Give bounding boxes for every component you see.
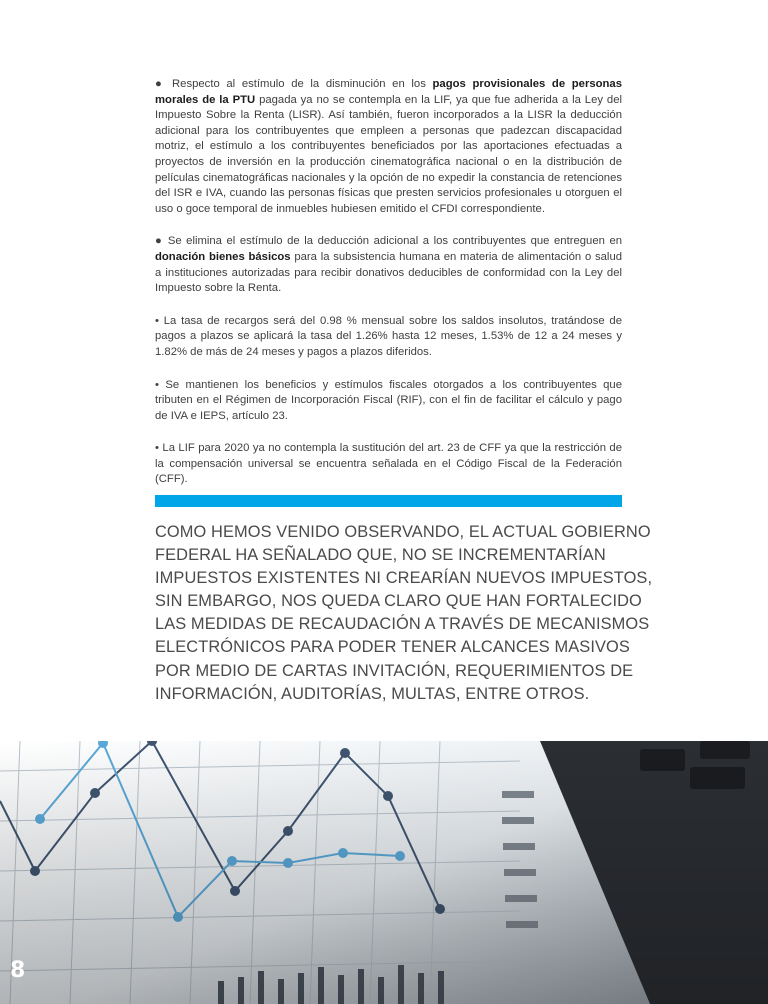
paragraph-recargos: • La tasa de recargos será del 0.98 % mensual sobre los saldos insolutos, tratándose de pagos a plazos se aplicará la tasa del 1.26% hasta 12 meses, 1.53% de 12 a 24 meses y 1.82% de más de 24 meses y pagos a plazos diferidos. — [155, 314, 622, 358]
paragraph-cff: • La LIF para 2020 ya no contempla la sustitución del art. 23 de CFF ya que la restricción de la compensación universal se encuentra señalada en el Código Fiscal de la Federación (CFF). — [155, 442, 622, 486]
quote-line: LAS MEDIDAS DE RECAUDACIÓN A TRAVÉS DE MECANISMOS — [155, 615, 650, 634]
pull-quote — [155, 521, 653, 706]
paragraph-ptu: ● Respecto al estímulo de la disminución en los pagos provisionales de personas morales de la PTU pagada ya no se contempla en la LIF, ya que fue adherida a la Ley del Impuesto Sobre la Renta (LISR). Así también, fueron incorporados a la LISR la deducción adicional para los contribuyentes que empleen a personas que padezcan discapacidad motriz, el estímulo a los contribuyentes beneficiados por las aportaciones efectuadas a proyectos de inversión en la producción cinematográfica nacional o en la distribución de películas cinematográficas nacionales y la opción de no expedir la constancia de retenciones del ISR e IVA, cuando las personas físicas que presten servicios profesionales u otorguen el uso o goce temporal de inmuebles hubiesen emitido el CFDI correspondiente. — [155, 78, 622, 215]
quote-line: POR MEDIO DE CARTAS INVITACIÓN, REQUERIMIENTOS DE — [155, 661, 634, 680]
quote-line: SIN EMBARGO, NOS QUEDA CLARO QUE HAN FORTALECIDO — [155, 592, 642, 611]
photo-shade — [0, 741, 768, 1004]
quote-line: FEDERAL HA SEÑALADO QUE, NO SE INCREMENTARÍAN — [155, 546, 606, 565]
chart-photo-illustration — [0, 741, 768, 1004]
quote-line: INFORMACIÓN, AUDITORÍAS, MULTAS, ENTRE OTROS. — [155, 684, 590, 703]
bullet: • — [155, 314, 159, 327]
bullet: • — [155, 442, 159, 455]
bullet: • — [155, 378, 159, 391]
page-number: 8 — [10, 958, 26, 983]
bullet: ● — [155, 235, 164, 248]
quote-line: COMO HEMOS VENIDO OBSERVANDO, EL ACTUAL GOBIERNO — [155, 523, 651, 541]
paragraph-donacion: ● Se elimina el estímulo de la deducción adicional a los contribuyentes que entreguen en donación bienes básicos para la subsistencia humana en materia de alimentación o salud a instituciones autorizadas para recibir donativos deducibles de conformidad con la Ley del Impuesto sobre la Renta. — [155, 235, 623, 295]
bullet: ● — [155, 78, 166, 90]
chart-photo-graphic — [0, 741, 768, 1004]
paragraph-rif: • Se mantienen los beneficios y estímulos fiscales otorgados a los contribuyentes que tributen en el Régimen de Incorporación Fiscal (RIF), con el fin de facilitar el cálculo y pago de IVA e IEPS, artículo 23. — [155, 378, 622, 422]
article-body — [155, 77, 622, 505]
quote-line: ELECTRÓNICOS PARA PODER TENER ALCANCES MASIVOS — [155, 638, 630, 657]
quote-line: IMPUESTOS EXISTENTES NI CREARÍAN NUEVOS IMPUESTOS, — [155, 569, 653, 588]
accent-divider-bar — [155, 495, 622, 507]
